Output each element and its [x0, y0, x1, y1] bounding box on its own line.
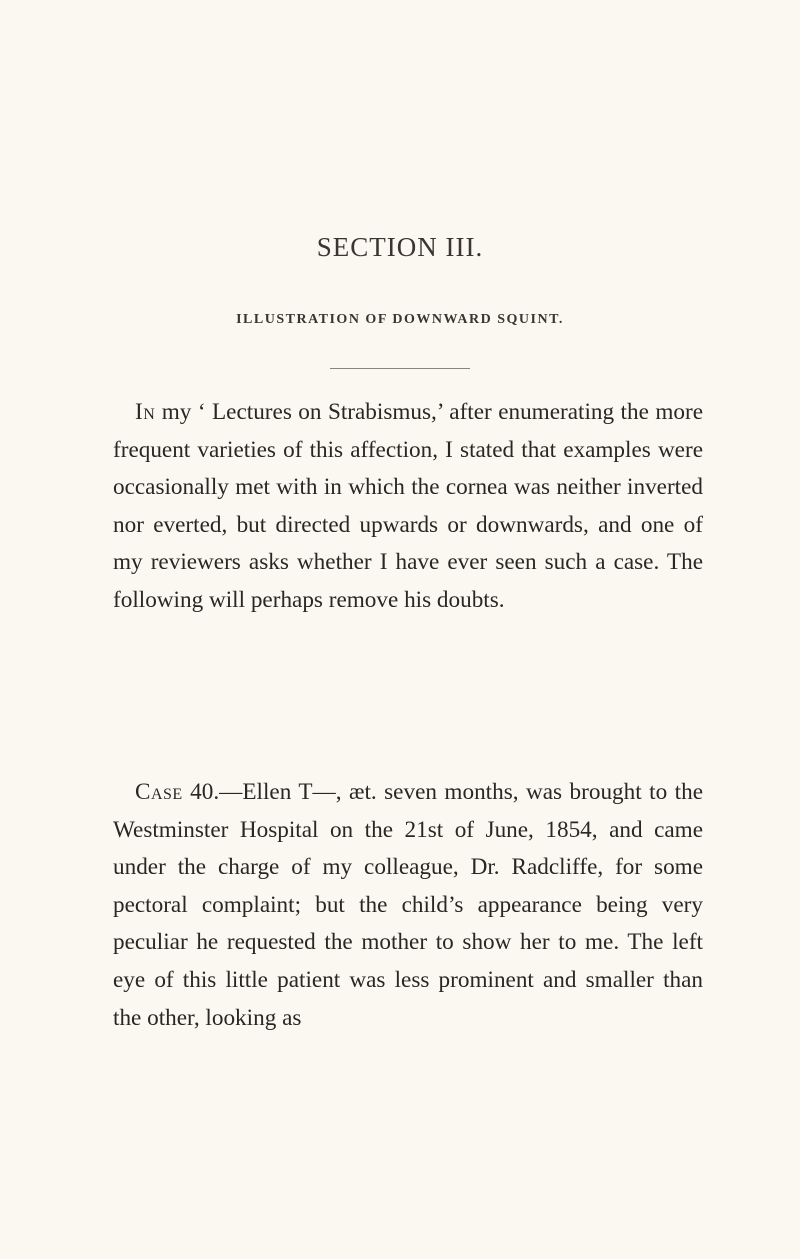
section-heading: SECTION III.: [316, 232, 484, 262]
section-subtitle: ILLUSTRATION OF DOWNWARD SQUINT.: [236, 312, 564, 327]
paragraph-intro: [113, 394, 703, 620]
paragraph-lead-word: Case: [135, 779, 183, 805]
divider-rule: [330, 368, 470, 369]
paragraph-text: my ‘ Lectures on Strabismus,’ after enumerating the more frequent varieties of this affection, I stated that examples were occasionally met with in which the cornea was neither inverted nor everted, but directed upwards or downwards, and one of my reviewers asks whether I have ever seen such a case. The following will perhaps remove his doubts.: [113, 399, 703, 613]
paragraph-case-40: [113, 774, 703, 1037]
paragraph-lead-word: In: [135, 399, 156, 425]
paragraph-text: 40.—Ellen T—, æt. seven months, was brought to the Westminster Hospital on the 21st of June, 1854, and came under the charge of my colleague, Dr. Radcliffe, for some pectoral complaint; but the child’s appearance being very peculiar he requested the mother to show her to me. The left eye of this little patient was less prominent and smaller than the other, looking as: [113, 779, 703, 1031]
